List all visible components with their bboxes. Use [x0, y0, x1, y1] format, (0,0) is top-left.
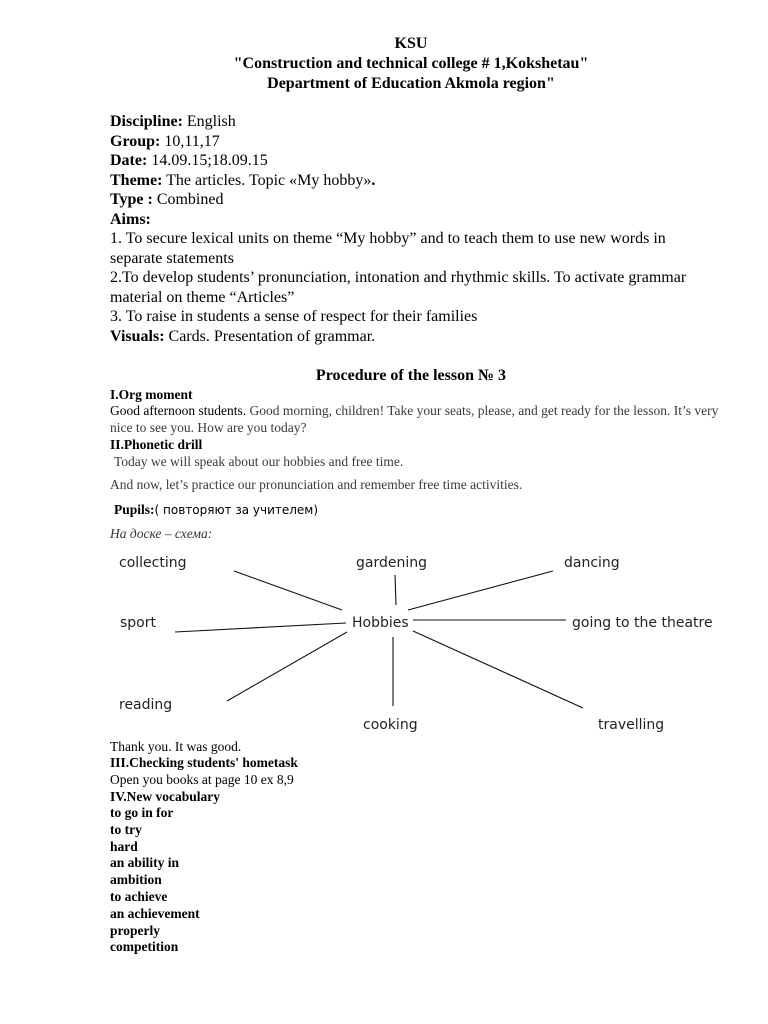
spoke-dancing: [408, 571, 553, 610]
header-ksu: KSU: [394, 35, 428, 52]
aim-2: 2.To develop students’ pronunciation, intonation and rhythmic skills. To activate grammar material on theme “Articles”: [110, 269, 687, 306]
discipline-label: Discipline:: [110, 113, 183, 130]
group-value: 10,11,17: [164, 133, 220, 150]
visuals-value: Cards. Presentation of grammar.: [168, 328, 376, 345]
vocab-item: ambition: [110, 872, 162, 888]
discipline-value: English: [186, 113, 236, 130]
hobby-travelling: travelling: [598, 717, 665, 733]
spoke-reading: [227, 632, 347, 701]
hometask-heading: III.Checking students' hometask: [110, 755, 298, 770]
vocab-item: an achievement: [110, 905, 200, 921]
pupils-text: ( повторяют за учителем): [154, 503, 319, 517]
theme-value: The articles. Topic «My hobby»: [166, 172, 372, 189]
vocab-item: to try: [110, 821, 142, 837]
spoke-sport: [175, 623, 346, 632]
org-moment-body: Good morning, children! Take your seats, please, and get ready for the lesson. It’s very nice to see you. How are you today?: [110, 403, 719, 435]
spoke-gardening: [395, 575, 396, 605]
phonetic-drill-line2: And now, let’s practice our pronunciation and remember free time activities.: [110, 477, 523, 492]
hobby-theatre: going to the theatre: [572, 615, 713, 631]
hobby-dancing: dancing: [564, 555, 620, 571]
header-college: "Construction and technical college # 1,Kokshetau": [233, 55, 589, 72]
procedure-title: Procedure of the lesson № 3: [315, 367, 507, 384]
visuals-label: Visuals:: [110, 328, 165, 345]
header-department: Department of Education Akmola region": [267, 75, 555, 92]
vocab-item: competition: [110, 939, 179, 955]
board-scheme-label: На доске – схема:: [110, 526, 213, 541]
org-moment-lead: Good afternoon students.: [110, 403, 247, 418]
phonetic-drill-line1: Today we will speak about our hobbies and free time.: [114, 454, 404, 469]
aims-label: Aims:: [110, 211, 151, 228]
theme-label: Theme:: [110, 172, 163, 189]
vocabulary-list: [110, 805, 200, 956]
hobby-collecting: collecting: [119, 555, 187, 571]
vocab-item: properly: [110, 922, 160, 938]
vocabulary-heading: IV.New vocabulary: [110, 789, 221, 804]
aim-3: 3. To raise in students a sense of respect for their families: [110, 308, 478, 325]
thank-you-line: Thank you. It was good.: [110, 739, 242, 754]
phonetic-drill-heading: II.Phonetic drill: [110, 437, 203, 452]
spoke-collecting: [234, 571, 342, 610]
vocab-item: to achieve: [110, 888, 168, 904]
aim-1: 1. To secure lexical units on theme “My hobby” and to teach them to use new words in separate statements: [110, 230, 666, 267]
hobby-sport: sport: [120, 615, 156, 631]
theme-end: .: [371, 172, 376, 189]
spoke-travelling: [413, 631, 583, 708]
vocab-item: an ability in: [110, 855, 180, 871]
hobby-gardening: gardening: [356, 555, 427, 571]
date-label: Date:: [110, 152, 148, 169]
type-value: Combined: [156, 191, 224, 208]
hobby-cooking: cooking: [363, 717, 418, 733]
hobby-reading: reading: [119, 697, 173, 713]
vocab-item: to go in for: [110, 805, 174, 820]
date-value: 14.09.15;18.09.15: [151, 152, 268, 169]
pupils-label: Pupils:: [114, 502, 155, 517]
vocab-item: hard: [110, 838, 138, 854]
org-moment-heading: I.Org moment: [110, 387, 193, 402]
hometask-text: Open you books at page 10 ex 8,9: [110, 772, 294, 787]
type-label: Type :: [110, 191, 153, 208]
group-label: Group:: [110, 133, 161, 150]
hobbies-center: Hobbies: [352, 615, 409, 631]
